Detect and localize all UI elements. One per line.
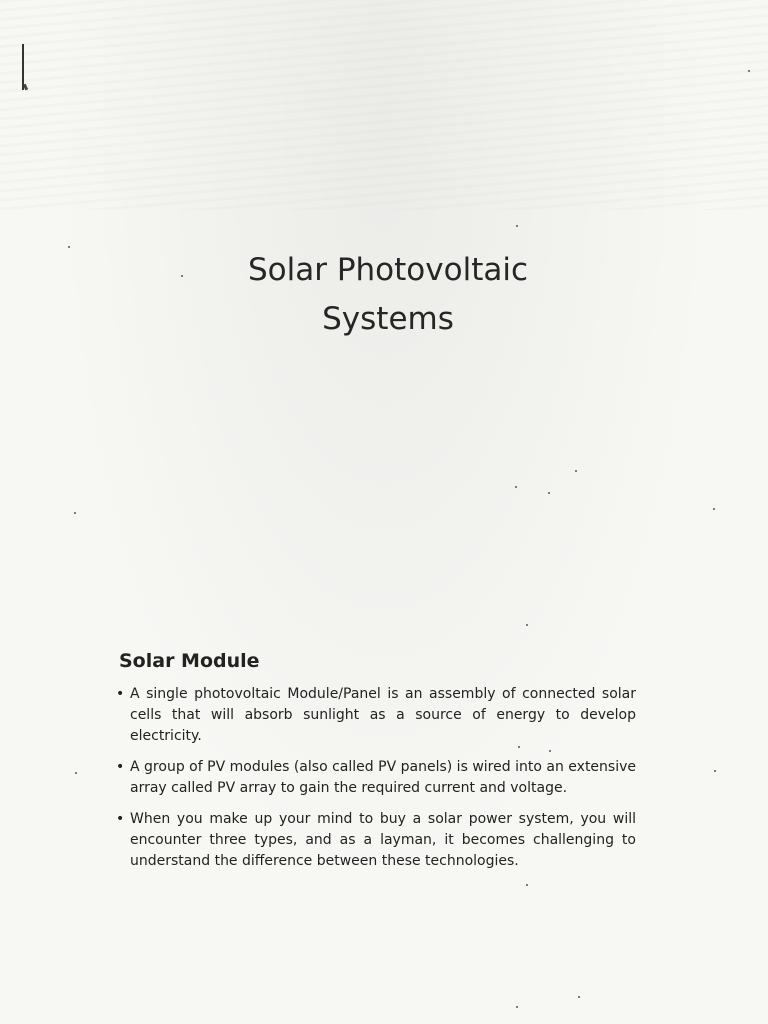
scan-speck xyxy=(714,770,716,772)
scan-speck xyxy=(516,1006,518,1008)
scan-speck xyxy=(74,512,76,514)
list-item xyxy=(116,684,636,747)
title-line-1: Solar Photovoltaic xyxy=(247,252,528,288)
bullet-marker: • xyxy=(116,686,125,702)
scan-speck xyxy=(575,470,577,472)
bullet-list xyxy=(116,684,636,882)
scan-noise-band xyxy=(0,0,768,210)
scan-speck xyxy=(515,486,517,488)
list-item xyxy=(116,809,636,872)
scan-speck xyxy=(75,772,77,774)
bullet-text: A single photovoltaic Module/Panel is an assembly of connected solar cells that will absorb sunlight as a source of energy to develop electricity. xyxy=(130,686,636,744)
scan-speck xyxy=(516,225,518,227)
scan-speck xyxy=(748,70,750,72)
title-line-2: Systems xyxy=(322,301,454,337)
scan-speck xyxy=(526,624,528,626)
scan-speck xyxy=(578,996,580,998)
section-heading: Solar Module xyxy=(119,650,260,672)
scan-speck xyxy=(548,492,550,494)
scan-speck xyxy=(518,746,520,748)
scan-speck xyxy=(549,750,551,752)
bullet-text: When you make up your mind to buy a solar power system, you will encounter three types, and as a layman, it becomes challenging to understand the difference between these technologies. xyxy=(130,811,636,869)
bullet-text: A group of PV modules (also called PV panels) is wired into an extensive array called PV array to gain the required current and voltage. xyxy=(130,759,636,796)
scan-speck xyxy=(713,508,715,510)
scan-speck xyxy=(181,275,183,277)
list-item xyxy=(116,757,636,799)
bullet-marker: • xyxy=(116,759,125,775)
scan-speck xyxy=(68,246,70,248)
page-title xyxy=(184,246,592,344)
bullet-marker: • xyxy=(116,811,125,827)
scan-speck xyxy=(526,884,528,886)
